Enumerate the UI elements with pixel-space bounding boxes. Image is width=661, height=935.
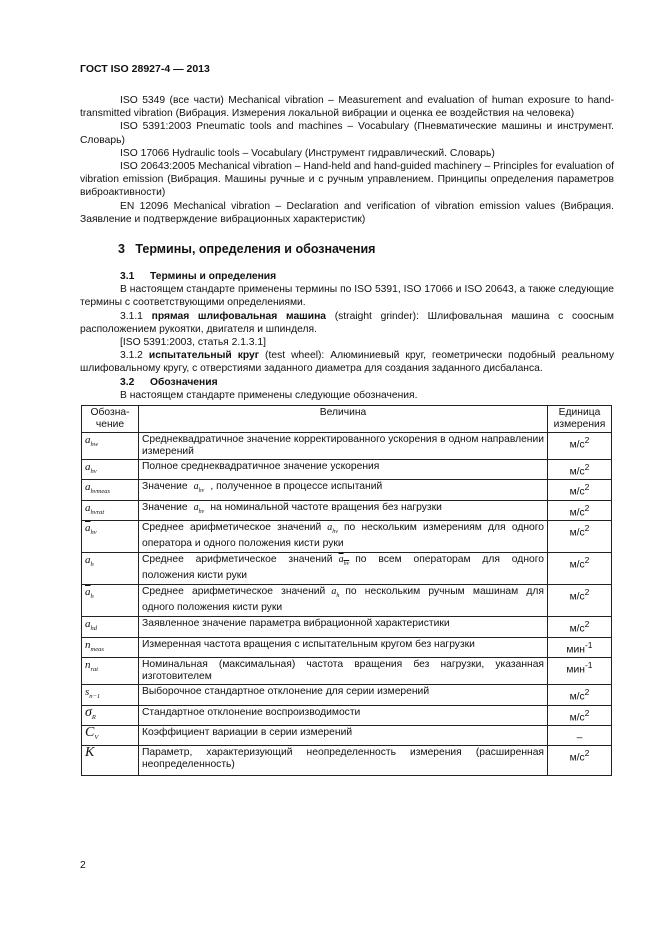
quantity-cell: Заявленное значение параметра вибрационной характеристики	[139, 617, 548, 637]
symbol-cell: $\overline{a}_{hv}$	[82, 521, 139, 553]
section-3-heading	[118, 242, 375, 256]
unit-cell: $м/с^2$	[548, 617, 612, 637]
table-row	[82, 585, 612, 617]
symbol-cell: $a_{hvmeas}$	[82, 480, 139, 500]
quantity-cell: Значение $a_{hv}$ , полученное в процессе испытаний	[139, 480, 548, 500]
quantity-cell: Среднее арифметическое значений $a_{hv}$ по всем операторам для одного положения кисти руки	[139, 553, 548, 585]
unit-cell: мин$^{-1}$	[548, 658, 612, 685]
table-row	[82, 725, 612, 745]
subsection-3-1-number: 3.1	[120, 271, 135, 282]
header-quantity: Величина	[139, 406, 548, 433]
table-row	[82, 705, 612, 725]
table-row	[82, 685, 612, 705]
subsection-3-1-text: В настоящем стандарте применены термины по ISO 5391, ISO 17066 и ISO 20643, а также следующие термины с соответствующими определениями.	[80, 284, 614, 309]
table-row	[82, 553, 612, 585]
symbol-cell: $n_{meas}$	[82, 637, 139, 657]
subsection-3-2-number: 3.2	[120, 376, 135, 388]
inline-symbol: $a_{hv}$	[193, 481, 205, 495]
ref-en-12096: EN 12096 Mechanical vibration – Declaration and verification of vibration emission values (Вибрация. Заявление и подтверждение вибрационных характеристик)	[80, 200, 614, 225]
subsection-3-2-title: Обозначения	[150, 376, 218, 388]
table-row	[82, 746, 612, 776]
unit-cell: $м/с^2$	[548, 433, 612, 460]
term-3-1-1-definition: (straight grinder): Шлифовальная машина с соосным расположением рукоятки, двигателя и шпинделя.	[80, 310, 614, 335]
page-number: 2	[80, 860, 86, 871]
symbol-cell: $a_{hw}$	[82, 433, 139, 460]
symbol-cell: $a_{hv}$	[82, 460, 139, 480]
table-header-row	[82, 406, 612, 433]
term-3-1-2	[80, 349, 614, 375]
inline-symbol: $a_{hv}$	[327, 522, 338, 536]
term-3-1-2-number: 3.1.2	[120, 350, 143, 362]
ref-iso-5349: ISO 5349 (все части) Mechanical vibration – Measurement and evaluation of human exposure to hand-transmitted vibration (Вибрация. Измерения локальной вибрации и оценка ее воздействия на человека)	[80, 95, 614, 120]
document-header: ГОСТ ISO 28927-4 — 2013	[80, 63, 210, 75]
inline-symbol: $a_h$	[331, 586, 340, 600]
quantity-cell: Коэффициент вариации в серии измерений	[139, 725, 548, 745]
table-row	[82, 637, 612, 657]
subsection-3-1-title: Термины и определения	[150, 271, 277, 282]
quantity-cell: Номинальная (максимальная) частота вращения без нагрузки, указанная изготовителем	[139, 658, 548, 685]
symbol-cell: $\overline{a}_h$	[82, 585, 139, 617]
symbol-cell: $a_{hd}$	[82, 617, 139, 637]
unit-cell: $м/с^2$	[548, 553, 612, 585]
symbol-cell: $n_{rat}$	[82, 658, 139, 685]
symbol-cell: $s_{n-1}$	[82, 685, 139, 705]
table-row	[82, 480, 612, 500]
header-unit: Единица измерения	[548, 406, 612, 433]
quantity-cell: Полное среднеквадратичное значение ускорения	[139, 460, 548, 480]
unit-cell: $м/с^2$	[548, 705, 612, 725]
inline-symbol: $a_{hv}$	[338, 554, 350, 568]
term-3-1-1-name: прямая шлифовальная машина	[151, 310, 327, 322]
table-row	[82, 500, 612, 520]
term-3-1-1-number: 3.1.1	[120, 310, 143, 322]
table-row	[82, 460, 612, 480]
table-row	[82, 521, 612, 553]
symbol-cell: $a_h$	[82, 553, 139, 585]
section-3-title: Термины, определения и обозначения	[135, 242, 376, 256]
ref-iso-17066: ISO 17066 Hydraulic tools – Vocabulary (Инструмент гидравлический. Словарь)	[120, 147, 495, 159]
symbol-cell: K	[82, 746, 139, 776]
quantity-cell: Стандартное отклонение воспроизводимости	[139, 705, 548, 725]
term-3-1-2-name: испытательный круг	[148, 350, 260, 362]
unit-cell: $м/с^2$	[548, 585, 612, 617]
ref-iso-20643: ISO 20643:2005 Mechanical vibration – Hand-held and hand-guided machinery – Principles for evaluation of vibration emission (Вибрация. Машины ручные и с ручным управлением. Принципы определения параметров виброактивности)	[80, 161, 614, 199]
ref-iso-5391: ISO 5391:2003 Pneumatic tools and machines – Vocabulary (Пневматические машины и инструмент. Словарь)	[80, 121, 614, 146]
header-symbol: Обозна-чение	[82, 406, 139, 433]
quantity-cell: Выборочное стандартное отклонение для серии измерений	[139, 685, 548, 705]
quantity-cell: Среднее арифметическое значений $a_h$ по нескольким ручным машинам для одного положения кисти руки	[139, 585, 548, 617]
term-3-1-1-source: [ISO 5391:2003, статья 2.1.3.1]	[120, 337, 266, 349]
unit-cell: $м/с^2$	[548, 746, 612, 776]
subsection-3-1-heading	[80, 270, 614, 283]
section-3-body	[80, 270, 614, 402]
unit-cell: $м/с^2$	[548, 521, 612, 553]
normative-references	[80, 94, 614, 226]
inline-symbol: $a_{hv}$	[193, 501, 205, 515]
quantity-cell: Параметр, характеризующий неопределенность измерения (расширенная неопределенность)	[139, 746, 548, 776]
unit-cell: мин$^{-1}$	[548, 637, 612, 657]
table-row	[82, 433, 612, 460]
subsection-3-2-heading	[80, 376, 614, 389]
quantity-cell: Измеренная частота вращения с испытательным кругом без нагрузки	[139, 637, 548, 657]
symbols-table	[81, 405, 612, 776]
unit-cell: $м/с^2$	[548, 685, 612, 705]
unit-cell: $м/с^2$	[548, 480, 612, 500]
subsection-3-2-text: В настоящем стандарте применены следующие обозначения.	[120, 389, 418, 401]
term-3-1-1	[80, 310, 614, 336]
table-row	[82, 617, 612, 637]
term-3-1-2-definition: (test wheel): Алюминиевый круг, геометрически подобный реальному шлифовальному кругу, с отверстиями заданного диаметра для создания заданного дисбаланса.	[80, 350, 614, 375]
symbol-cell: $a_{hvrat}$	[82, 500, 139, 520]
symbol-cell: $\sigma_R$	[82, 705, 139, 725]
quantity-cell: Среднеквадратичное значение корректированного ускорения в одном направлении измерений	[139, 433, 548, 460]
section-3-number: 3	[118, 242, 125, 256]
quantity-cell: Значение $a_{hv}$ на номинальной частоте вращения без нагрузки	[139, 500, 548, 520]
quantity-cell: Среднее арифметическое значений $a_{hv}$ по нескольким измерениям для одного оператора и одного положения кисти руки	[139, 521, 548, 553]
table-row	[82, 658, 612, 685]
symbol-cell: $C_V$	[82, 725, 139, 745]
unit-cell: $м/с^2$	[548, 500, 612, 520]
unit-cell: –	[548, 725, 612, 745]
unit-cell: $м/с^2$	[548, 460, 612, 480]
